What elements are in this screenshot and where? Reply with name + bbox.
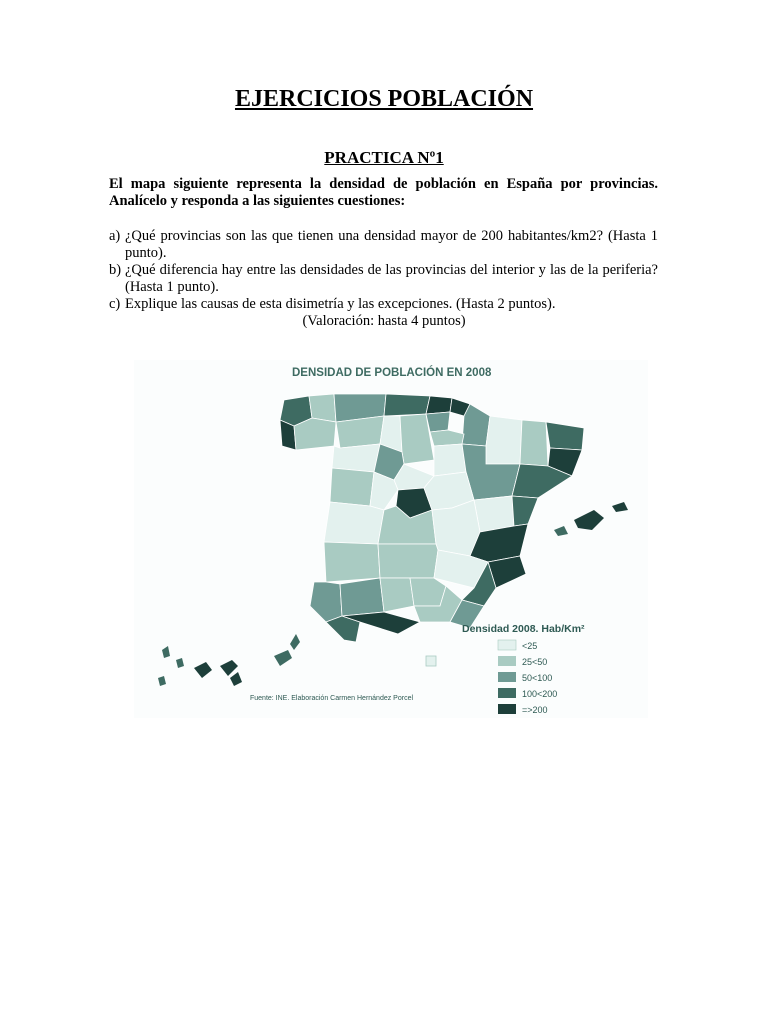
canary-islands bbox=[158, 634, 436, 686]
legend-swatch bbox=[498, 640, 516, 650]
map-source: Fuente: INE. Elaboración Carmen Hernández Porcel bbox=[250, 695, 414, 702]
province-cantabria bbox=[384, 394, 430, 416]
question-text: ¿Qué diferencia hay entre las densidades de las provincias del interior y las de la periferia? (Hasta 1 punto). bbox=[125, 262, 658, 295]
question-text: ¿Qué provincias son las que tienen una densidad mayor de 200 habitantes/km2? (Hasta 1 punto). bbox=[125, 228, 658, 261]
legend-label: <25 bbox=[522, 641, 538, 651]
spain-mainland bbox=[280, 394, 584, 642]
intro-paragraph: El mapa siguiente representa la densidad de población en España por provincias. Analícelo y responda a las siguientes cuestiones: bbox=[109, 176, 658, 209]
province-cordoba bbox=[380, 578, 414, 612]
province-alava bbox=[426, 412, 450, 432]
province-leon bbox=[336, 416, 384, 448]
balearic-islands bbox=[554, 502, 628, 536]
province-caceres bbox=[324, 502, 384, 544]
questions-list bbox=[109, 228, 658, 313]
legend-label: 25<50 bbox=[522, 657, 548, 667]
legend-label: 100<200 bbox=[522, 689, 558, 699]
question-item bbox=[109, 296, 658, 313]
page-title: EJERCICIOS POBLACIÓN bbox=[234, 86, 534, 112]
valoracion-note: (Valoración: hasta 4 puntos) bbox=[302, 313, 466, 329]
province-badajoz bbox=[324, 542, 380, 582]
province-soria bbox=[434, 444, 466, 476]
question-item bbox=[109, 262, 658, 296]
province-vizcaya bbox=[426, 396, 452, 414]
question-text: Explique las causas de esta disimetría y las excepciones. (Hasta 2 puntos). bbox=[125, 296, 556, 312]
province-ciudad-real bbox=[378, 544, 438, 578]
province-huelva bbox=[310, 582, 342, 622]
province-la-rioja bbox=[430, 430, 464, 446]
question-label: b) bbox=[109, 262, 122, 278]
province-teruel bbox=[474, 496, 514, 532]
legend-swatch bbox=[498, 672, 516, 682]
map-svg bbox=[134, 360, 648, 718]
legend-swatch bbox=[498, 656, 516, 666]
population-density-map bbox=[134, 360, 648, 718]
legend-label: 50<100 bbox=[522, 673, 553, 683]
question-label: a) bbox=[109, 228, 121, 244]
question-label: c) bbox=[109, 296, 121, 312]
province-girona bbox=[546, 422, 584, 450]
province-salamanca bbox=[330, 468, 374, 506]
province-sevilla bbox=[340, 578, 384, 616]
province-jaen bbox=[410, 578, 446, 606]
legend-swatch bbox=[498, 704, 516, 714]
practice-subtitle: PRACTICA Nº1 bbox=[324, 148, 444, 167]
legend-label: =>200 bbox=[522, 705, 548, 715]
legend-title: Densidad 2008. Hab/Km² bbox=[462, 623, 585, 635]
map-legend bbox=[498, 640, 557, 715]
province-zamora bbox=[332, 444, 380, 472]
legend-swatch bbox=[498, 688, 516, 698]
question-item bbox=[109, 228, 658, 262]
province-ourense bbox=[294, 418, 336, 450]
province-castellon bbox=[512, 496, 538, 526]
province-lleida bbox=[520, 420, 548, 466]
map-title: DENSIDAD DE POBLACIÓN EN 2008 bbox=[292, 367, 492, 379]
province-huesca bbox=[486, 416, 522, 464]
